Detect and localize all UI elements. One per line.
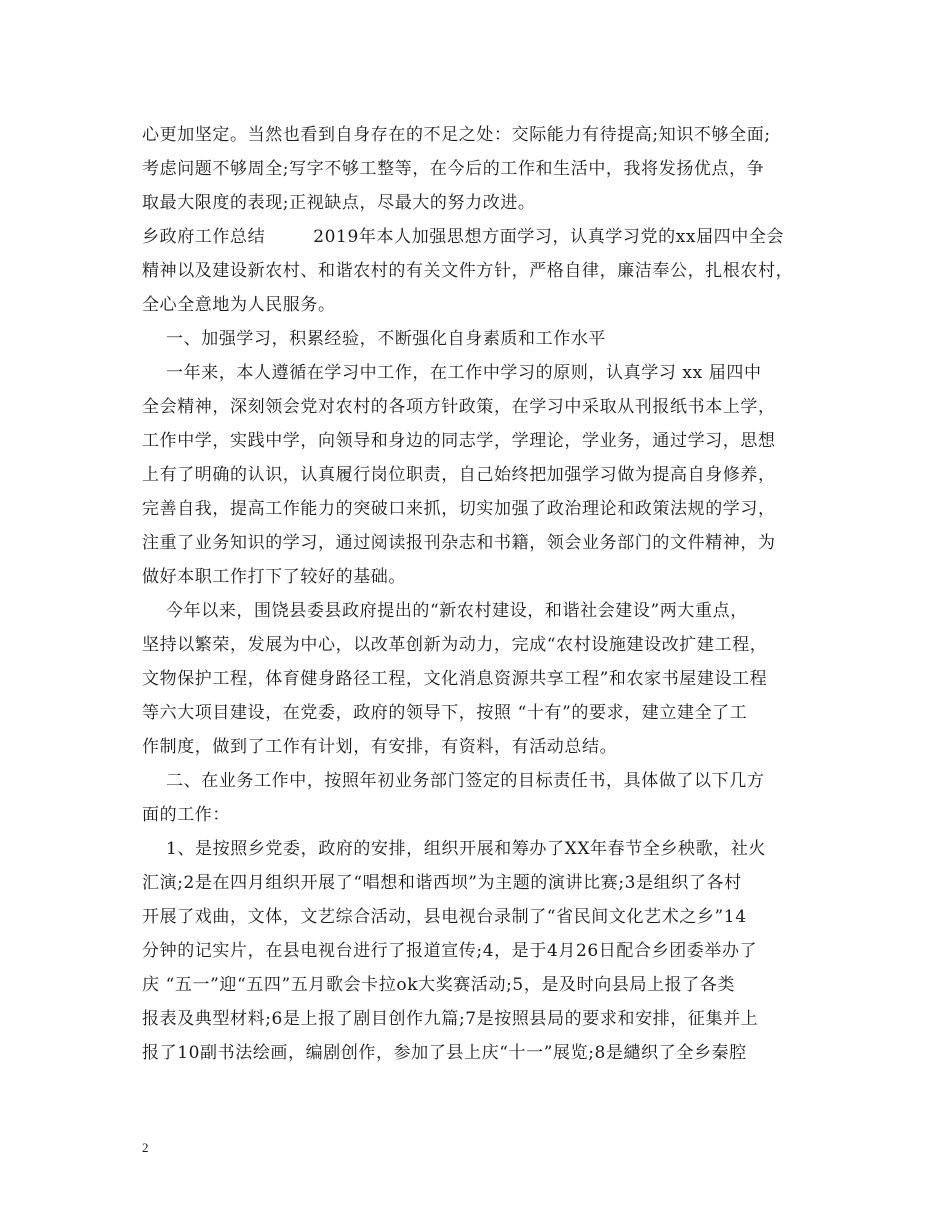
text-line: 1、是按照乡党委，政府的安排，组织开展和筹办了XX年春节全乡秧歌，社火: [142, 839, 767, 859]
text-line: 注重了业务知识的学习，通过阅读报刊杂志和书籍，领会业务部门的文件精神，为: [142, 533, 776, 553]
text-line: 等六大项目建设，在党委，政府的领导下，按照 “十有”的要求，建立建全了工: [142, 703, 748, 723]
text-line: 精神以及建设新农村、和谐农村的有关文件方针，严格自律，廉洁奉公，扎根农村，: [142, 261, 794, 281]
text-line: 面的工作：: [142, 805, 230, 825]
text-line: 全会精神，深刻领会党对农村的各项方针政策，在学习中采取从刊报纸书本上学，: [142, 397, 776, 417]
heading-line: 二、在业务工作中，按照年初业务部门签定的目标责任书，具体做了以下几方: [142, 771, 765, 791]
text-line: 作制度，做到了工作有计划，有安排，有资料，有活动总结。: [142, 737, 618, 757]
body-text: [142, 118, 812, 1070]
text-line: 考虑问题不够周全;写字不够工整等，在今后的工作和生活中，我将发扬优点，争: [142, 159, 765, 179]
text-line: 报表及典型材料;6是上报了剧目创作九篇;7是按照县局的要求和安排，征集并上: [142, 1009, 759, 1029]
text-line: 取最大限度的表现;正视缺点，尽最大的努力改进。: [142, 193, 536, 213]
text-line: 全心全意地为人民服务。: [142, 295, 336, 315]
text-line: 报了10副书法绘画，编剧创作，参加了县上庆“十一”展览;8是繾织了全乡秦腔: [142, 1043, 747, 1063]
text-line: 分钟的记实片，在县电视台进行了报道宣传;4，是于4月26日配合乡团委举办了: [142, 941, 758, 961]
text-line: 一年来，本人遵循在学习中工作，在工作中学习的原则，认真学习 xx 届四中: [142, 363, 762, 383]
text-line: 开展了戏曲，文体，文艺综合活动，县电视台录制了“省民间文化艺术之乡”14: [142, 907, 747, 927]
text-line: 工作中学，实践中学，向领导和身边的同志学，学理论，学业务，通过学习，思想: [142, 431, 776, 451]
page-number: 2: [142, 1140, 149, 1155]
text-line: 心更加坚定。当然也看到自身存在的不足之处：交际能力有待提高;知识不够全面;: [142, 125, 771, 145]
text-line: 庆 “五一”迎“五四”五月歌会卡拉ok大奖赛活动;5，是及时向县局上报了各类: [142, 975, 736, 995]
text-line: 今年以来，围饶县委县政府提出的“新农村建设，和谐社会建设”两大重点，: [142, 601, 748, 621]
text-line: 坚持以繁荣，发展为中心，以改革创新为动力，完成“农村设施建设改扩建工程，: [142, 635, 768, 655]
section-title-line: 乡政府工作总结 2019年本人加强思想方面学习，认真学习党的xx届四中全会: [142, 227, 785, 247]
text-line: 汇演;2是在四月组织开展了“唱想和谐西坝”为主题的演讲比赛;3是组织了各村: [142, 873, 742, 893]
text-line: 完善自我，提高工作能力的突破口来抓，切实加强了政治理论和政策法规的学习，: [142, 499, 776, 519]
text-line: 上有了明确的认识，认真履行岗位职责，自己始终把加强学习做为提高自身修养，: [142, 465, 776, 485]
heading-line: 一、加强学习，积累经验，不断强化自身素质和工作水平: [142, 329, 607, 349]
text-line: 文物保护工程，体育健身路径工程，文化消息资源共享工程”和农家书屋建设工程: [142, 669, 768, 689]
text-line: 做好本职工作打下了较好的基础。: [142, 567, 406, 587]
